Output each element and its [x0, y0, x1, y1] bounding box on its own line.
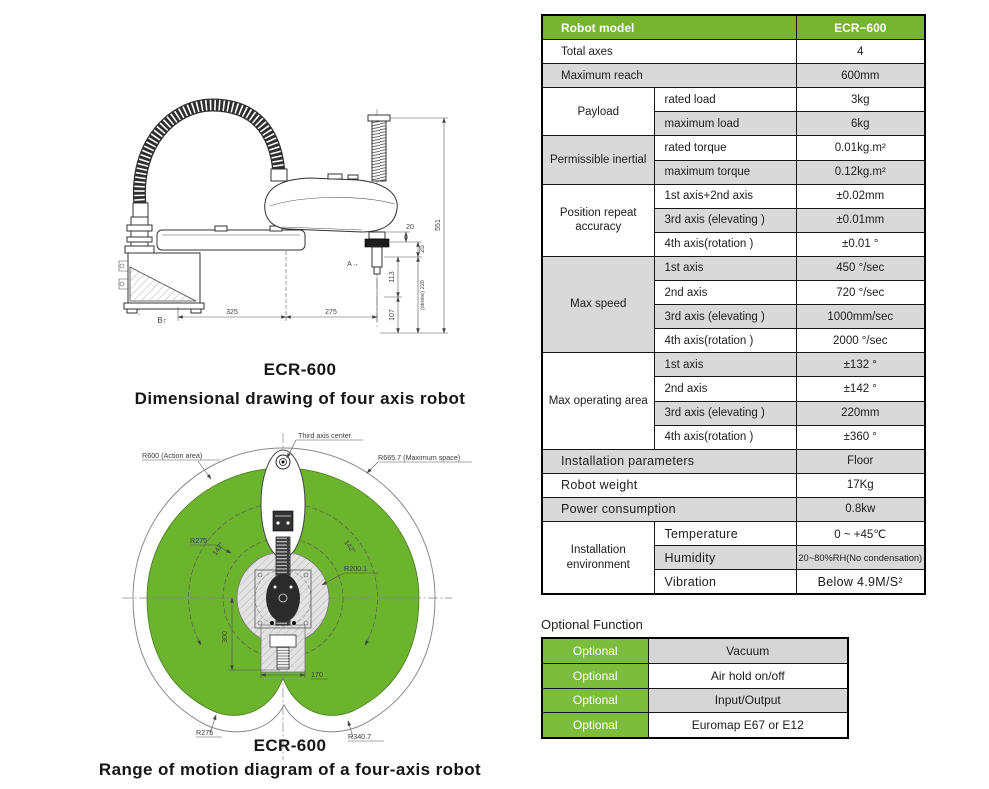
- sub-value: ±132 °: [796, 353, 925, 377]
- model-title: ECR-600: [253, 736, 327, 755]
- quill-collar: [365, 239, 389, 247]
- robot-base: [119, 253, 204, 313]
- bolt-head: [270, 635, 296, 647]
- bolt-shaft: [277, 647, 289, 669]
- optional-label: Optional: [542, 688, 648, 713]
- sub-label: 4th axis(rotation ): [654, 425, 796, 449]
- dim-551: 551: [435, 219, 442, 231]
- sub-value: 720 °/sec: [796, 281, 925, 305]
- table-row: [542, 449, 925, 473]
- table-row: [542, 638, 848, 663]
- section-label-a: A→: [347, 261, 359, 268]
- section-label-b: B↑: [157, 316, 167, 325]
- max-space-label: R665.7 (Maximum space): [378, 453, 461, 462]
- sub-label: 1st axis: [654, 353, 796, 377]
- optional-function-title: Optional Function: [541, 617, 643, 632]
- dim-stroke-220: (stroke) 220: [420, 280, 426, 310]
- optional-label: Optional: [542, 663, 648, 688]
- category-label: Max operating area: [542, 353, 654, 449]
- table-row: [542, 40, 925, 64]
- sub-value: ±0.01 °: [796, 232, 925, 256]
- header-label: Robot model: [542, 15, 796, 40]
- sub-label: 3rd axis (elevating ): [654, 401, 796, 425]
- sub-label: 3rd axis (elevating ): [654, 305, 796, 329]
- cable-conduit: [133, 105, 287, 217]
- row-label: Maximum reach: [542, 64, 796, 88]
- optional-label: Optional: [542, 713, 648, 738]
- action-area-label: R600 (Action area): [142, 451, 203, 460]
- table-row: [542, 688, 848, 713]
- caption-text: Range of motion diagram of a four-axis robot: [98, 760, 482, 779]
- tool-tip: [374, 267, 380, 274]
- sub-label: maximum torque: [654, 160, 796, 184]
- r275-top-label: R275: [190, 536, 208, 545]
- table-row: [542, 663, 848, 688]
- row-label: Total axes: [542, 40, 796, 64]
- dim-20: 20: [406, 224, 414, 231]
- conduit-fitting-right: [271, 169, 287, 181]
- category-label: Payload: [542, 88, 654, 136]
- sub-value: 0 ~ +45℃: [796, 521, 925, 545]
- third-axis-label: Third axis center: [298, 431, 352, 440]
- sub-value: 6kg: [796, 112, 925, 136]
- r275-bottom-label: R275: [196, 728, 214, 737]
- category-label: Position repeat accuracy: [542, 184, 654, 256]
- sub-value: 3kg: [796, 88, 925, 112]
- table-row: [542, 521, 925, 545]
- table-row: [542, 88, 925, 112]
- first-arm: [157, 226, 305, 250]
- base-column: [125, 217, 154, 253]
- row-label: Robot weight: [542, 473, 796, 497]
- r340-label: R340.7: [348, 732, 372, 741]
- row-value: 0.8kw: [796, 497, 925, 521]
- sub-label: 4th axis(rotation ): [654, 232, 796, 256]
- dimensional-drawing-caption: [100, 360, 500, 409]
- header-value: ECR−600: [796, 15, 925, 40]
- category-label: Max speed: [542, 256, 654, 352]
- sub-label: 2nd axis: [654, 377, 796, 401]
- category-label: Permissible inertial: [542, 136, 654, 184]
- caption-text: Dimensional drawing of four axis robot: [134, 389, 466, 408]
- category-label: Installation environment: [542, 521, 654, 594]
- sub-label: 2nd axis: [654, 281, 796, 305]
- angle-label-left: 142°: [211, 541, 226, 558]
- row-value: 600mm: [796, 64, 925, 88]
- dim-113: 113: [389, 271, 396, 283]
- optional-function-table: [541, 637, 849, 739]
- side-dimensions: [380, 118, 448, 333]
- joint-top-view: [266, 574, 300, 622]
- arm-detail-block: [273, 511, 293, 531]
- dim-170: 170: [311, 670, 323, 679]
- sub-value: ±0.01mm: [796, 208, 925, 232]
- sub-value: 1000mm/sec: [796, 305, 925, 329]
- sub-value: 0.01kg.m²: [796, 136, 925, 160]
- motion-range-diagram: [120, 425, 510, 765]
- table-row: [542, 497, 925, 521]
- motion-diagram-caption: [80, 736, 500, 780]
- dimensional-drawing: [100, 85, 500, 357]
- row-value: Floor: [796, 449, 925, 473]
- table-row: [542, 713, 848, 738]
- angle-label-right: 142°: [342, 539, 357, 556]
- table-header-row: [542, 15, 925, 40]
- row-label: Installation parameters: [542, 449, 796, 473]
- sub-label: 1st axis: [654, 256, 796, 280]
- sub-label: 3rd axis (elevating ): [654, 208, 796, 232]
- table-row: [542, 473, 925, 497]
- sub-value: ±360 °: [796, 425, 925, 449]
- conduit-fitting-left: [133, 203, 148, 217]
- sub-value: Below 4.9M/S²: [796, 570, 925, 595]
- optional-value: Air hold on/off: [648, 663, 848, 688]
- sub-value: 20~80%RH(No condensation): [796, 546, 925, 570]
- sub-label: 1st axis+2nd axis: [654, 184, 796, 208]
- dim-25: 25: [419, 245, 426, 253]
- sub-value: 450 °/sec: [796, 256, 925, 280]
- sub-value: ±142 °: [796, 377, 925, 401]
- table-row: [542, 256, 925, 280]
- sub-label: Temperature: [654, 521, 796, 545]
- optional-value: Input/Output: [648, 688, 848, 713]
- sub-label: Vibration: [654, 570, 796, 595]
- r200-label: R200.1: [344, 564, 368, 573]
- sub-label: Humidity: [654, 546, 796, 570]
- dim-275: 275: [325, 309, 337, 316]
- spec-table: [541, 14, 926, 595]
- optional-value: Euromap E67 or E12: [648, 713, 848, 738]
- table-row: [542, 353, 925, 377]
- dim-325: 325: [226, 309, 238, 316]
- sub-label: rated load: [654, 88, 796, 112]
- row-value: 4: [796, 40, 925, 64]
- optional-value: Vacuum: [648, 638, 848, 663]
- table-row: [542, 184, 925, 208]
- table-row: [542, 136, 925, 160]
- sub-value: 0.12kg.m²: [796, 160, 925, 184]
- sub-value: 220mm: [796, 401, 925, 425]
- optional-label: Optional: [542, 638, 648, 663]
- dim-107: 107: [389, 309, 396, 321]
- row-value: 17Kg: [796, 473, 925, 497]
- sub-label: maximum load: [654, 112, 796, 136]
- dim-300: 300: [222, 631, 229, 643]
- model-title: ECR-600: [263, 360, 337, 379]
- table-row: [542, 64, 925, 88]
- sub-value: 2000 °/sec: [796, 329, 925, 353]
- sub-label: 4th axis(rotation ): [654, 329, 796, 353]
- row-label: Power consumption: [542, 497, 796, 521]
- sub-value: ±0.02mm: [796, 184, 925, 208]
- sub-label: rated torque: [654, 136, 796, 160]
